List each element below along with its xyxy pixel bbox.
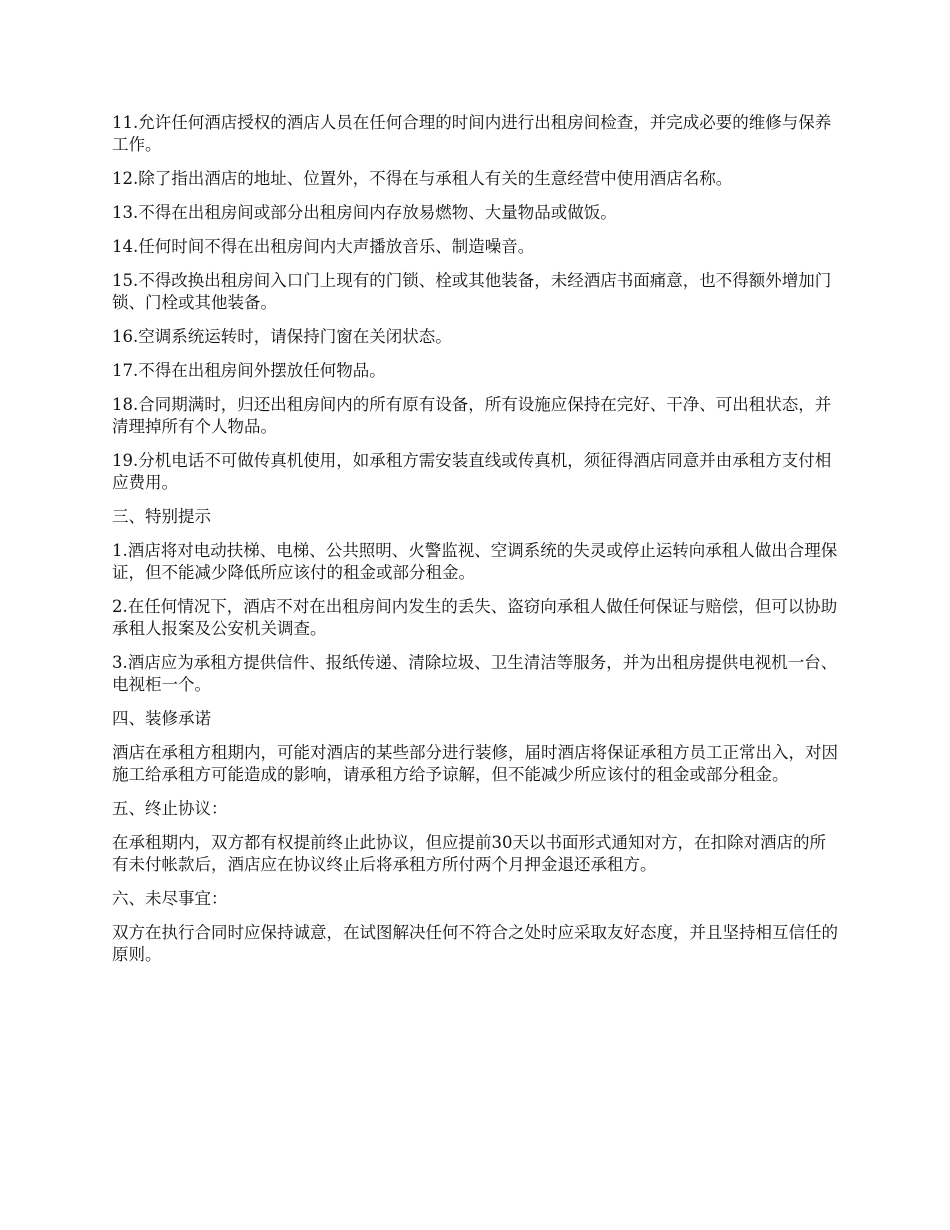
notice-item-1: 1.酒店将对电动扶梯、电梯、公共照明、火警监视、空调系统的失灵或停止运转向承租人做出合理保证，但不能减少降低所应该付的租金或部分租金。 — [112, 541, 838, 582]
clause-12: 12.除了指出酒店的地址、位置外，不得在与承租人有关的生意经营中使用酒店名称。 — [112, 169, 733, 188]
clause-18: 18.合同期满时，归还出租房间内的所有原有设备，所有设施应保持在完好、干净、可出租状态，并清理掉所有个人物品。 — [112, 395, 832, 436]
termination-text: 在承租期内，双方都有权提前终止此协议，但应提前30天以书面形式通知对方，在扣除对酒店的所有未付帐款后，酒店应在协议终止后将承租方所付两个月押金退还承租方。 — [112, 833, 826, 874]
section-heading-renovation: 四、装修承诺 — [112, 709, 211, 728]
notice-item-2: 2.在任何情况下，酒店不对在出租房间内发生的丢失、盗窃向承租人做任何保证与赔偿，但可以协助承租人报案及公安机关调查。 — [112, 597, 838, 638]
clause-16: 16.空调系统运转时，请保持门窗在关闭状态。 — [112, 327, 452, 346]
clause-19: 19.分机电话不可做传真机使用，如承租方需安装直线或传真机，须征得酒店同意并由承租方支付相应费用。 — [112, 451, 832, 492]
document-body — [112, 112, 838, 978]
renovation-text: 酒店在承租方租期内，可能对酒店的某些部分进行装修，届时酒店将保证承租方员工正常出入，对因施工给承租方可能造成的影响，请承租方给予谅解，但不能减少所应该付的租金或部分租金。 — [112, 743, 838, 784]
clause-17: 17.不得在出租房间外摆放任何物品。 — [112, 361, 386, 380]
clause-13: 13.不得在出租房间或部分出租房间内存放易燃物、大量物品或做饭。 — [112, 203, 617, 222]
clause-11: 11.允许任何酒店授权的酒店人员在任何合理的时间内进行出租房间检查，并完成必要的维修与保养工作。 — [112, 113, 832, 154]
clause-15: 15.不得改换出租房间入口门上现有的门锁、栓或其他装备，未经酒店书面痛意，也不得额外增加门锁、门栓或其他装备。 — [112, 271, 832, 312]
section-heading-special-notice: 三、特别提示 — [112, 507, 211, 526]
notice-item-3: 3.酒店应为承租方提供信件、报纸传递、清除垃圾、卫生清洁等服务，并为出租房提供电视机一台、电视柜一个。 — [112, 653, 838, 694]
clause-14: 14.任何时间不得在出租房间内大声播放音乐、制造噪音。 — [112, 237, 535, 256]
section-heading-termination: 五、终止协议： — [112, 799, 228, 818]
section-heading-miscellaneous: 六、未尽事宜： — [112, 889, 228, 908]
miscellaneous-text: 双方在执行合同时应保持诚意，在试图解决任何不符合之处时应采取友好态度，并且坚持相互信任的原则。 — [112, 923, 838, 964]
